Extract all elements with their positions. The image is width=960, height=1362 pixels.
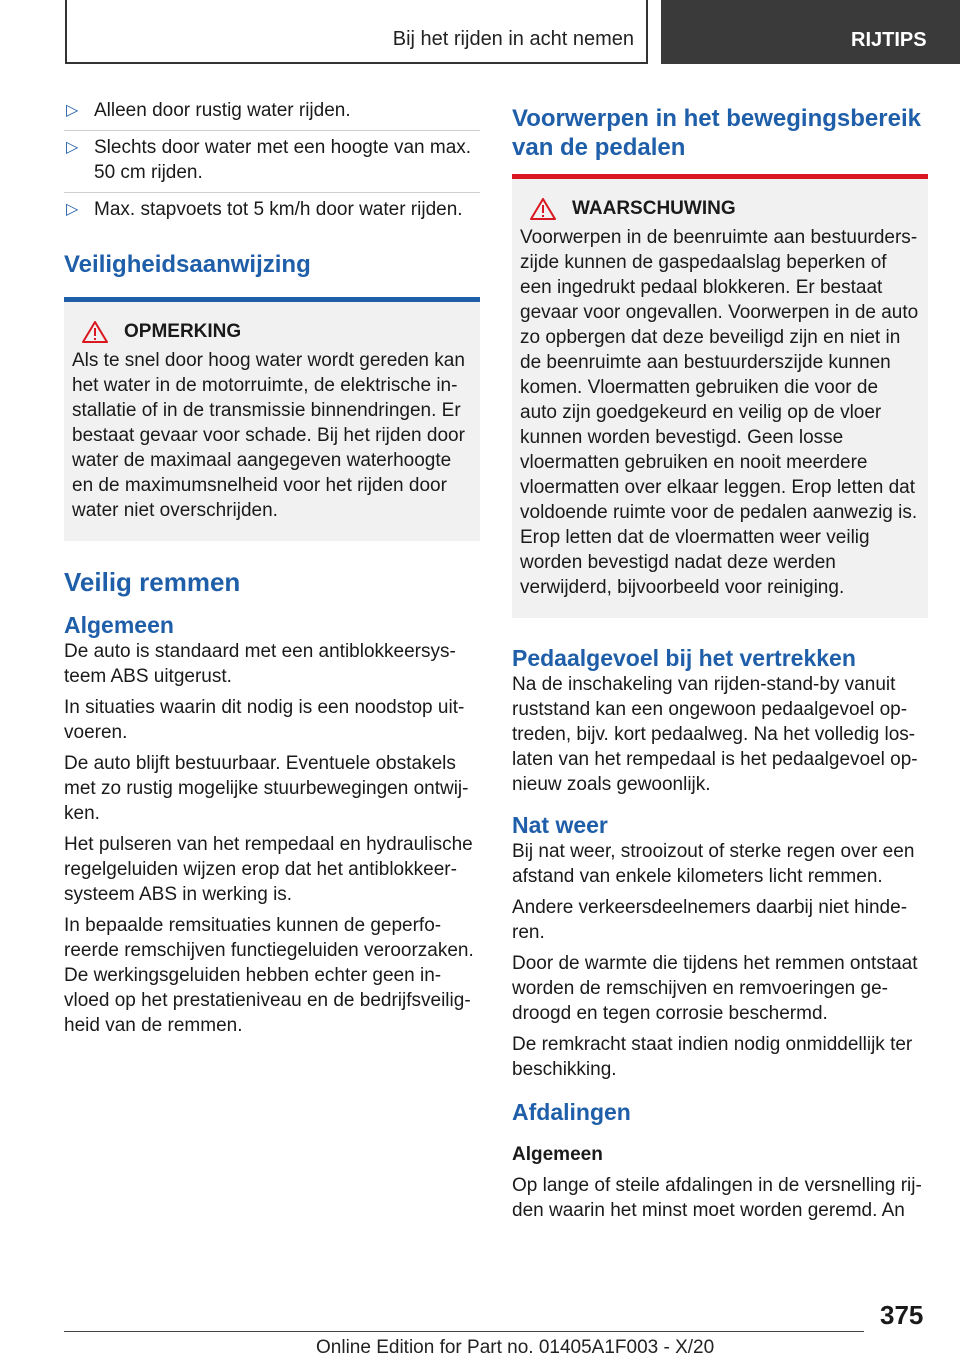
paragraph: Andere verkeersdeelnemers daarbij niet hinderen. (512, 897, 908, 943)
warning-title: WAARSCHUWING (520, 197, 920, 221)
paragraph: In bepaalde remsituaties kunnen de geperforeerde remschijven functiegeluiden veroorzaken. De werkingsgeluiden hebben echter geen invloed op het prestatieniveau en de bedrijfsveiligheid van de remmen. (64, 915, 474, 1036)
paragraph: Het pulseren van het rempedaal en hydraulische regelgeluiden wijzen erop dat het antiblokkeersysteem ABS in werking is. (64, 834, 473, 905)
right-column (512, 98, 928, 1229)
descent-heading: Afdalingen (512, 1099, 631, 1125)
triangle-bullet-icon: ▷ (66, 139, 79, 156)
header-section-title: Bij het rijden in acht nemen (392, 28, 634, 50)
paragraph: In situaties waarin dit nodig is een noodstop uitvoeren. (64, 697, 465, 743)
list-item: ▷ Max. stapvoets tot 5 km/h door water rijden. (66, 199, 463, 220)
header-section-box (65, 0, 648, 64)
paragraph: De auto is standaard met een antiblokkeersysteem ABS uitgerust. (64, 641, 456, 687)
paragraph: Op lange of steile afdalingen in de versnelling rijden waarin het minst moet worden geremd. An (512, 1175, 922, 1221)
objects-heading: Voorwerpen in het bewegingsbereik van de pedalen (512, 105, 921, 161)
safety-heading: Veiligheidsaanwijzing (64, 251, 311, 278)
notice-title: OPMERKING (72, 320, 472, 344)
triangle-bullet-icon: ▷ (66, 201, 79, 218)
paragraph: De auto blijft bestuurbaar. Eventuele obstakels met zo rustig mogelijke stuurbewegingen ontwijken. (64, 753, 469, 824)
pedal-heading: Pedaalgevoel bij het vertrekken (512, 645, 856, 671)
bullet-list (64, 98, 480, 224)
list-item: ▷ Alleen door rustig water rijden. (64, 98, 480, 125)
warning-triangle-icon (82, 321, 108, 343)
wet-heading: Nat weer (512, 812, 608, 838)
general-heading: Algemeen (64, 612, 174, 638)
paragraph: Door de warmte die tijdens het remmen ontstaat worden de remschijven en remvoeringen gedroogd en tegen corrosie beschermd. (512, 953, 918, 1024)
footer-edition: Online Edition for Part no. 01405A1F003 - X/20 (316, 1337, 715, 1358)
warning-text: Voorwerpen in de beenruimte aan bestuurderszijde kunnen de gaspedaalslag beperken of een ingedrukt pedaal blokkeren. Er bestaat gevaar voor ongevallen. Voorwerpen in de auto zo opbergen dat deze beveiligd zijn en niet in de beenruimte aan bestuurderszijde kunnen komen. Vloermatten gebruiken die voor de auto zijn goedgekeurd en veilig op de vloer kunnen worden bevestigd. Geen losse vloermatten gebruiken en nooit meerdere vloermatten over elkaar leggen. Erop letten dat voldoende ruimte voor de pedalen aanwezig is. Erop letten dat de vloermatten weer veilig worden bevestigd nadat deze werden verwijderd, bijvoorbeeld voor reiniging. (520, 227, 919, 598)
notice-box (64, 297, 480, 541)
footer-divider (64, 1331, 864, 1332)
page-number: 375 (880, 1300, 924, 1330)
header-chapter-tab: RIJTIPS (661, 0, 960, 64)
triangle-bullet-icon: ▷ (66, 102, 79, 119)
paragraph: De remkracht staat indien nodig onmiddellijk ter beschikking. (512, 1034, 913, 1080)
notice-text: Als te snel door hoog water wordt gereden kan het water in de motorruimte, de elektrische installatie of in de transmissie binnendringen. Er bestaat gevaar voor schade. Bij het rijden door water de maximaal aangegeven waterhoogte en de maximumsnelheid voor het rijden door water niet overschrijden. (72, 350, 465, 521)
paragraph: Bij nat weer, strooizout of sterke regen over een afstand van enkele kilometers licht remmen. (512, 841, 915, 887)
left-column (64, 98, 480, 1044)
warning-box (512, 174, 928, 618)
descent-subheading: Algemeen (512, 1144, 603, 1165)
paragraph: Na de inschakeling van rijden-stand-by vanuit ruststand kan een ongewoon pedaalgevoel optreden, bijv. kort pedaalweg. Na het volledig loslaten van het rempedaal is het pedaalgevoel opnieuw zoals gewoonlijk. (512, 674, 918, 795)
list-item: ▷ Slechts door water met een hoogte van max. 50 cm rijden. (64, 135, 480, 187)
warning-triangle-icon (530, 198, 556, 220)
section-title: Veilig remmen (64, 567, 241, 597)
